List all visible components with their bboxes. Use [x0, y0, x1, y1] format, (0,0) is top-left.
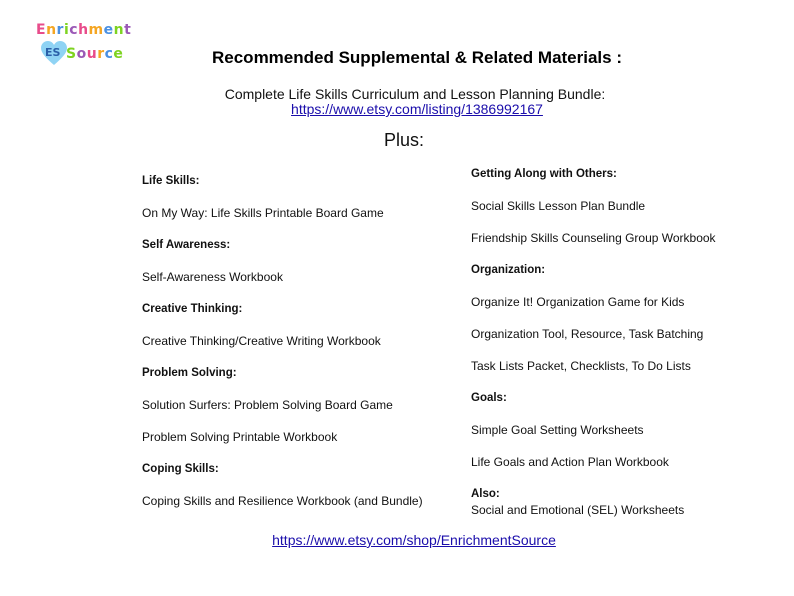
logo-letter: E [36, 22, 47, 38]
logo-letter: r [97, 46, 105, 62]
logo-letter: e [103, 22, 114, 38]
material-item: Creative Thinking/Creative Writing Workbook [142, 334, 381, 348]
logo-letter: u [86, 46, 98, 62]
logo-letter: m [88, 22, 104, 38]
logo-letter: n [113, 22, 125, 38]
logo-letter: t [124, 22, 132, 38]
material-item: Organization Tool, Resource, Task Batching [471, 327, 704, 341]
logo-letter: e [113, 46, 124, 62]
logo-letter: i [63, 22, 70, 38]
material-item: Organize It! Organization Game for Kids [471, 295, 685, 309]
material-item: Coping Skills and Resilience Workbook (and Bundle) [142, 494, 423, 508]
plus-heading: Plus: [383, 130, 425, 150]
logo-letter: o [76, 46, 87, 62]
bundle-link[interactable]: https://www.etsy.com/listing/1386992167 [291, 101, 543, 117]
logo-letter: h [78, 22, 89, 38]
logo-word-enrichment [36, 22, 131, 38]
bundle-link-row [0, 101, 794, 117]
section-heading: Goals: [471, 392, 507, 404]
logo-letter: S [66, 46, 77, 62]
page-title: Recommended Supplemental & Related Materials : [212, 48, 622, 67]
material-item: Simple Goal Setting Worksheets [471, 423, 644, 437]
logo-letter: c [104, 46, 114, 62]
material-item: Social and Emotional (SEL) Worksheets [471, 503, 685, 517]
section-heading: Creative Thinking: [142, 303, 243, 315]
material-item: On My Way: Life Skills Printable Board Game [142, 206, 384, 220]
footer-link-row [0, 532, 794, 548]
material-item: Friendship Skills Counseling Group Workbook [471, 231, 716, 245]
bundle-description: Complete Life Skills Curriculum and Lesson Planning Bundle: [224, 86, 606, 102]
section-heading: Self Awareness: [142, 239, 231, 251]
logo-letter: n [46, 22, 57, 38]
material-item: Life Goals and Action Plan Workbook [471, 455, 669, 469]
material-item: Social Skills Lesson Plan Bundle [471, 199, 646, 213]
material-item: Self-Awareness Workbook [142, 270, 283, 284]
section-heading: Problem Solving: [142, 367, 237, 379]
section-heading: Coping Skills: [142, 463, 219, 475]
material-item: Problem Solving Printable Workbook [142, 430, 338, 444]
section-heading: Life Skills: [142, 175, 200, 187]
logo-letter: c [69, 22, 79, 38]
right-column [471, 166, 771, 534]
section-heading: Also: [471, 488, 500, 500]
material-item: Task Lists Packet, Checklists, To Do Lists [471, 359, 691, 373]
section-heading: Organization: [471, 264, 546, 276]
material-item: Solution Surfers: Problem Solving Board Game [142, 398, 393, 412]
logo-letter: r [56, 22, 64, 38]
section-heading: Getting Along with Others: [471, 168, 617, 180]
left-column [142, 173, 442, 525]
shop-link[interactable]: https://www.etsy.com/shop/EnrichmentSource [272, 532, 556, 548]
logo-initials: ES [45, 46, 61, 59]
